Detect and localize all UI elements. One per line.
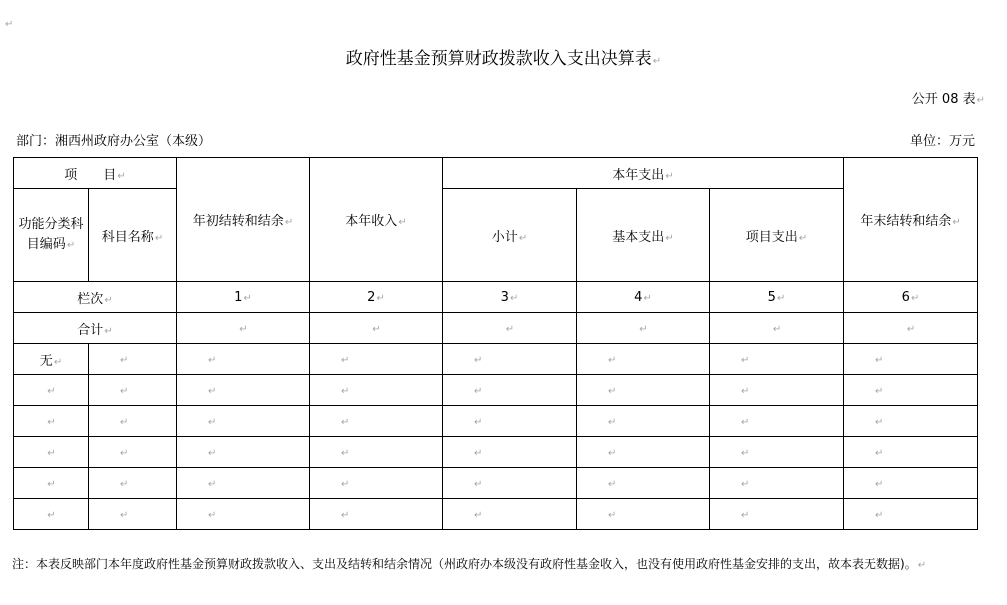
row-index-label: 栏次↵ — [14, 282, 177, 313]
row-code-cell: ↵ — [14, 499, 89, 530]
table-cell: ↵ — [443, 437, 577, 468]
table-row — [14, 437, 978, 468]
table-cell: ↵ — [310, 499, 443, 530]
header-subtotal: 小计↵ — [443, 189, 577, 282]
total-cell: ↵ — [310, 313, 443, 344]
row-index-cell: 1↵ — [177, 282, 310, 313]
total-cell: ↵ — [443, 313, 577, 344]
row-code-cell: ↵ — [14, 375, 89, 406]
header-item: 项 目↵ — [14, 158, 177, 189]
table-cell: ↵ — [443, 406, 577, 437]
table-cell: ↵ — [89, 499, 177, 530]
total-row — [14, 313, 978, 344]
row-code-cell: ↵ — [14, 468, 89, 499]
table-cell: ↵ — [310, 344, 443, 375]
page-title: 政府性基金预算财政拨款收入支出决算表↵ — [345, 49, 662, 69]
table-cell: ↵ — [310, 468, 443, 499]
row-index-cell: 6↵ — [844, 282, 978, 313]
table-cell: ↵ — [844, 344, 978, 375]
table-cell: ↵ — [844, 406, 978, 437]
table-cell: ↵ — [710, 375, 844, 406]
table-cell: ↵ — [310, 437, 443, 468]
table-cell: ↵ — [177, 375, 310, 406]
row-index-cell: 4↵ — [577, 282, 710, 313]
table-cell: ↵ — [844, 499, 978, 530]
table-cell: ↵ — [89, 344, 177, 375]
header-expenditure: 本年支出↵ — [443, 158, 844, 189]
table-cell: ↵ — [89, 468, 177, 499]
unit-label: 单位：万元 — [909, 134, 975, 149]
table-cell: ↵ — [577, 437, 710, 468]
row-code-cell: ↵ — [14, 406, 89, 437]
table-row — [14, 499, 978, 530]
table-cell: ↵ — [443, 375, 577, 406]
budget-table — [13, 157, 978, 530]
table-row — [14, 406, 978, 437]
table-cell: ↵ — [844, 437, 978, 468]
total-cell: ↵ — [577, 313, 710, 344]
table-cell: ↵ — [443, 499, 577, 530]
header-opening-balance: 年初结转和结余↵ — [177, 158, 310, 282]
total-cell: ↵ — [844, 313, 978, 344]
header-func-code: 功能分类科目编码↵ — [14, 189, 89, 282]
row-index-cell: 5↵ — [710, 282, 844, 313]
header-basic: 基本支出↵ — [577, 189, 710, 282]
total-cell: ↵ — [710, 313, 844, 344]
row-index-cell: 2↵ — [310, 282, 443, 313]
table-row — [14, 344, 978, 375]
table-cell: ↵ — [577, 468, 710, 499]
table-cell: ↵ — [710, 406, 844, 437]
table-row — [14, 468, 978, 499]
table-cell: ↵ — [177, 437, 310, 468]
table-cell: ↵ — [89, 437, 177, 468]
table-cell: ↵ — [710, 468, 844, 499]
header-subject-name: 科目名称↵ — [89, 189, 177, 282]
form-number: 公开 08 表↵ — [911, 92, 985, 107]
table-cell: ↵ — [844, 375, 978, 406]
table-cell: ↵ — [310, 375, 443, 406]
table-cell: ↵ — [177, 406, 310, 437]
footnote: 注：本表反映部门本年度政府性基金预算财政拨款收入、支出及结转和结余情况（州政府办本级没有政府性基金收入，也没有使用政府性基金安排的支出，故本表无数据)。↵ — [12, 557, 927, 571]
header-closing-balance: 年末结转和结余↵ — [844, 158, 978, 282]
table-cell: ↵ — [177, 499, 310, 530]
row-index-cell: 3↵ — [443, 282, 577, 313]
total-cell: ↵ — [177, 313, 310, 344]
total-label: 合计↵ — [14, 313, 177, 344]
table-cell: ↵ — [844, 468, 978, 499]
paragraph-mark: ↵ — [5, 19, 14, 30]
department-label: 部门：湘西州政府办公室（本级） — [16, 134, 212, 149]
table-cell: ↵ — [310, 406, 443, 437]
table-cell: ↵ — [577, 375, 710, 406]
header-project: 项目支出↵ — [710, 189, 844, 282]
table-row — [14, 375, 978, 406]
header-income: 本年收入↵ — [310, 158, 443, 282]
row-code-cell: 无↵ — [14, 344, 89, 375]
row-code-cell: ↵ — [14, 437, 89, 468]
table-cell: ↵ — [710, 344, 844, 375]
table-cell: ↵ — [177, 468, 310, 499]
table-cell: ↵ — [89, 406, 177, 437]
table-cell: ↵ — [577, 344, 710, 375]
table-cell: ↵ — [710, 499, 844, 530]
table-cell: ↵ — [443, 468, 577, 499]
table-cell: ↵ — [577, 406, 710, 437]
table-cell: ↵ — [177, 344, 310, 375]
row-index — [14, 282, 978, 313]
table-cell: ↵ — [710, 437, 844, 468]
table-cell: ↵ — [89, 375, 177, 406]
table-cell: ↵ — [577, 499, 710, 530]
table-cell: ↵ — [443, 344, 577, 375]
